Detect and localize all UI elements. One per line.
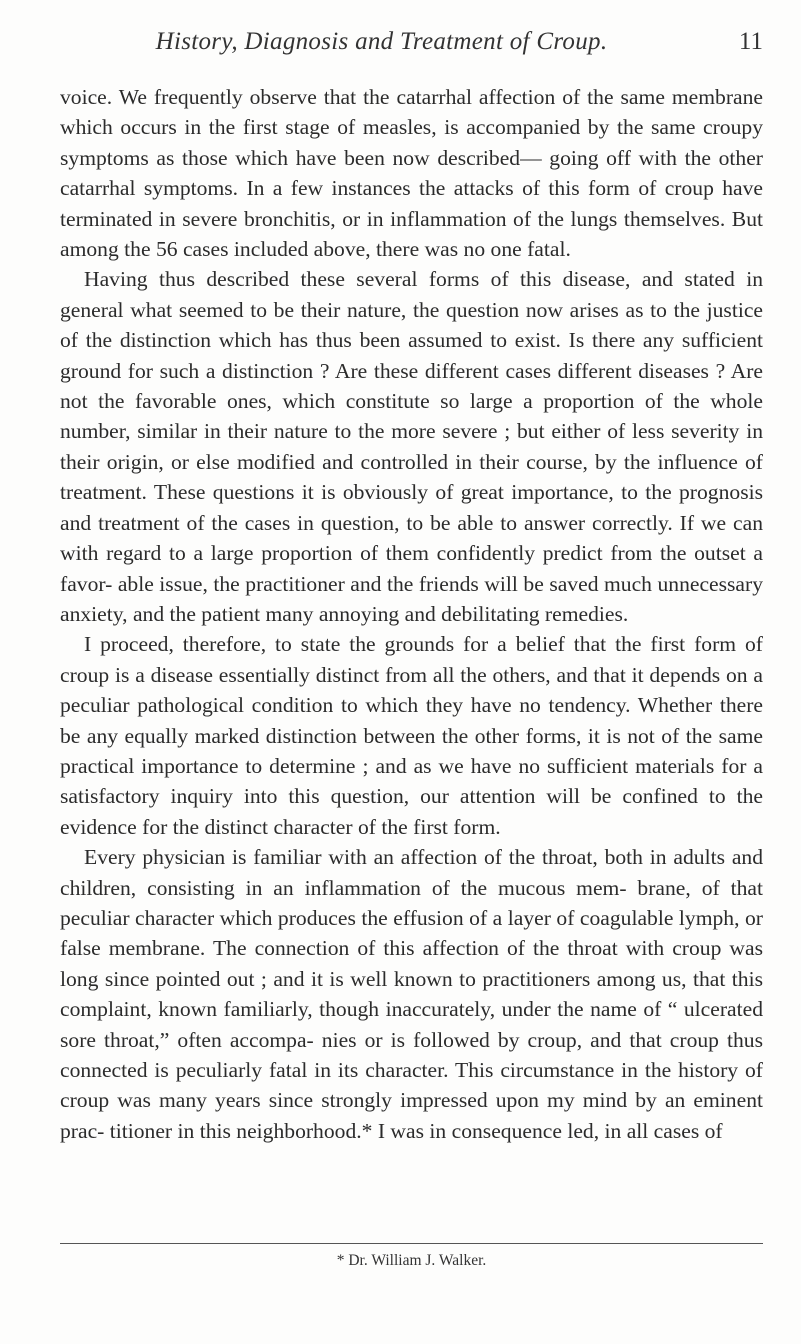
running-title: History, Diagnosis and Treatment of Croup. (155, 28, 608, 55)
paragraph-continued: voice. We frequently observe that the catarrhal affection of the same membrane which occurs in the first stage of measles, is accompanied by the same croupy symptoms as those which have been now described— going off with the other catarrhal symptoms. In a few instances the attacks of this form of croup have terminated in severe bronchitis, or in inflammation of the lungs themselves. But among the 56 cases included above, there was no one fatal. (60, 85, 763, 262)
footnote-rule (60, 1243, 763, 1244)
paragraph: I proceed, therefore, to state the grounds for a belief that the first form of croup is a disease essentially distinct from all the others, and that it depends on a peculiar pathological condition to which they have no tendency. Whether there be any equally marked distinction between the other forms, it is not of the same practical importance to determine ; and as we have no sufficient materials for a satisfactory inquiry into this question, our attention will be confined to the evidence for the distinct character of the first form. (60, 632, 763, 839)
body-text (60, 82, 763, 1146)
paragraph: Every physician is familiar with an affection of the throat, both in adults and children, consisting in an inflammation of the mucous mem- brane, of that peculiar character which produces the effusion of a layer of coagulable lymph, or false membrane. The connection of this affection of the throat with croup was long since pointed out ; and it is well known to practitioners among us, that this complaint, known familiarly, though inaccurately, under the name of “ ulcerated sore throat,” often accompa- nies or is followed by croup, and that croup thus connected is peculiarly fatal in its character. This circumstance in the history of croup was many years since strongly impressed upon my mind by an eminent prac- titioner in this neighborhood.* I was in consequence led, in all cases of (60, 845, 763, 1143)
page-number: 11 (738, 28, 763, 55)
paragraph: Having thus described these several forms of this disease, and stated in general what seemed to be their nature, the question now arises as to the justice of the distinction which has thus been assumed to exist. Is there any sufficient ground for such a distinction ? Are these different cases different diseases ? Are not the favorable ones, which constitute so large a proportion of the whole number, similar in their nature to the more severe ; but either of less severity in their origin, or else modified and controlled in their course, by the influence of treatment. These questions it is obviously of great importance, to the prognosis and treatment of the cases in question, to be able to answer correctly. If we can with regard to a large proportion of them confidently predict from the outset a favor- able issue, the practitioner and the friends will be saved much unnecessary anxiety, and the patient many annoying and debilitating remedies. (60, 267, 763, 626)
footnote: * Dr. William J. Walker. (336, 1252, 487, 1269)
running-head (60, 28, 763, 68)
